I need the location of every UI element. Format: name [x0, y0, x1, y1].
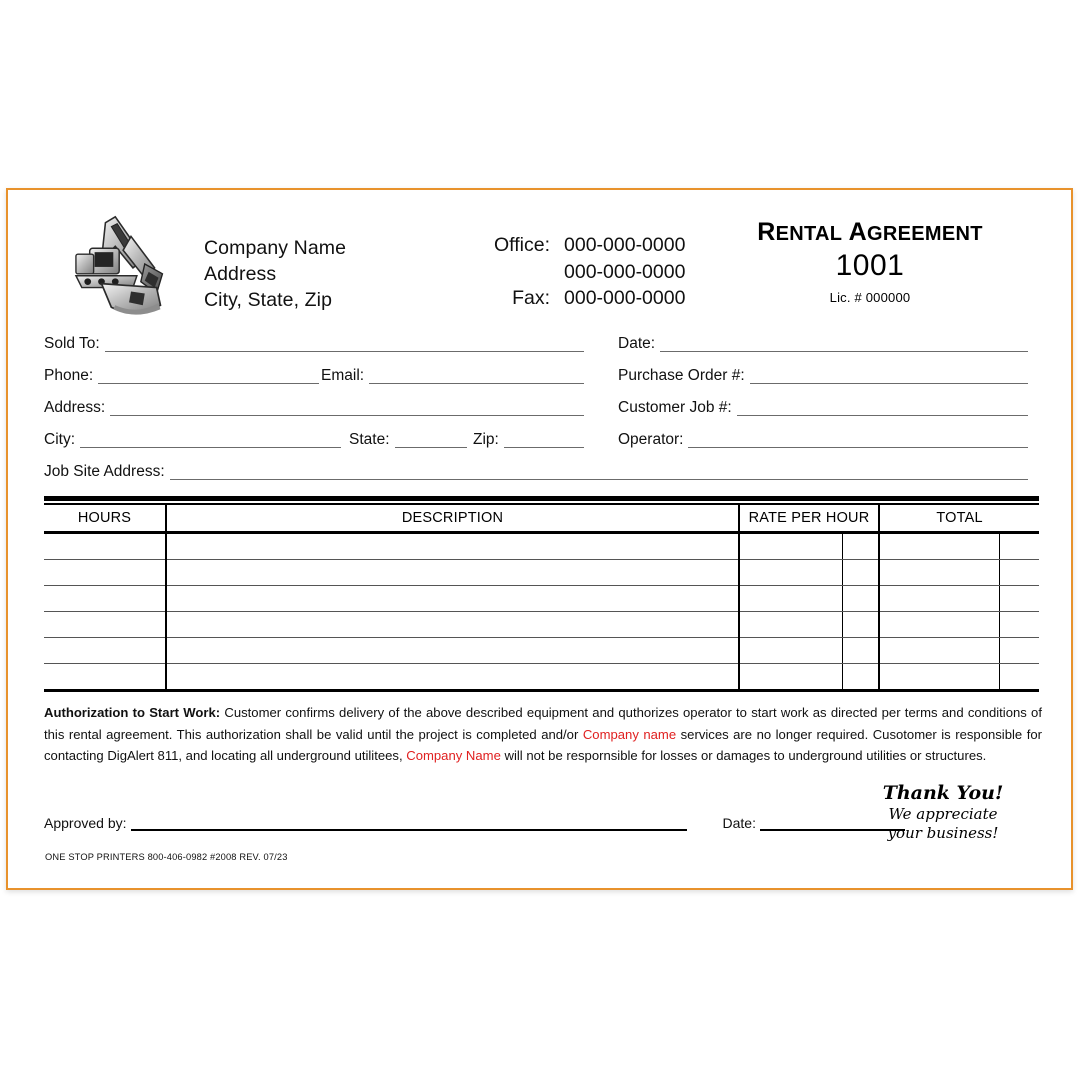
cell-rate-cents[interactable]: [842, 560, 879, 586]
cell-total-dollars[interactable]: [879, 664, 999, 691]
cell-hours[interactable]: [44, 533, 166, 560]
cell-description[interactable]: [166, 560, 739, 586]
cell-total-dollars[interactable]: [879, 586, 999, 612]
cell-rate-dollars[interactable]: [739, 612, 842, 638]
cell-total-cents[interactable]: [999, 638, 1039, 664]
authorization-text-2: services are no longer required. Cusotomer is responsible for contacting DigAlert 811, and locating all underground utilitees,: [44, 726, 1042, 763]
authorization-text-3: will not be respornsible for losses or damages to underground utilities or structures.: [500, 748, 987, 763]
field-purchase-order[interactable]: [618, 368, 1028, 384]
printer-imprint: ONE STOP PRINTERS 800-406-0982 #2008 REV. 07/23: [45, 852, 288, 862]
document-title-block: [705, 218, 1035, 305]
items-table: [44, 505, 1039, 692]
field-job-site-address[interactable]: [44, 464, 1028, 480]
license-number: Lic. # 000000: [829, 290, 911, 305]
company-name: Company Name: [204, 237, 347, 259]
cell-rate-dollars[interactable]: [739, 664, 842, 691]
company-info: [204, 235, 346, 313]
sold-to-input[interactable]: [105, 338, 584, 352]
cell-description[interactable]: [166, 586, 739, 612]
title-word-2-rest: GREEMENT: [866, 223, 983, 245]
thank-you-line-3: your business!: [887, 824, 999, 842]
rental-agreement-form: [6, 188, 1073, 890]
job-site-address-label: Job Site Address:: [44, 463, 165, 480]
cell-total-cents[interactable]: [999, 664, 1039, 691]
zip-input[interactable]: [504, 434, 584, 448]
email-input[interactable]: [369, 370, 584, 384]
approval-row: [44, 816, 1044, 831]
cell-hours[interactable]: [44, 586, 166, 612]
approval-date-label: Date:: [722, 815, 756, 831]
cell-total-cents[interactable]: [999, 560, 1039, 586]
field-phone[interactable]: [44, 368, 319, 384]
company-city-state-zip: City, State, Zip: [204, 289, 333, 311]
cell-hours[interactable]: [44, 664, 166, 691]
table-row[interactable]: [44, 533, 1039, 560]
second-phone-value: 000-000-0000: [564, 260, 686, 283]
title-word-1-initial: R: [757, 218, 776, 246]
address-label: Address:: [44, 399, 106, 416]
cell-total-cents[interactable]: [999, 533, 1039, 560]
company-mention-1: Company name: [582, 726, 677, 742]
cell-total-dollars[interactable]: [879, 612, 999, 638]
cell-hours[interactable]: [44, 612, 166, 638]
purchase-order-label: Purchase Order #:: [618, 367, 745, 384]
date-input[interactable]: [660, 338, 1028, 352]
field-operator[interactable]: [618, 432, 1028, 448]
column-header-description: DESCRIPTION: [166, 505, 739, 533]
office-phone-value: 000-000-0000: [564, 234, 686, 256]
cell-rate-cents[interactable]: [842, 638, 879, 664]
excavator-logo-icon: [72, 203, 190, 321]
cell-hours[interactable]: [44, 638, 166, 664]
cell-description[interactable]: [166, 638, 739, 664]
operator-label: Operator:: [618, 431, 684, 448]
cell-description[interactable]: [166, 533, 739, 560]
thank-you-line-2: We appreciate: [888, 805, 998, 823]
purchase-order-input[interactable]: [750, 370, 1028, 384]
company-mention-2: Company Name: [406, 748, 501, 763]
table-body: [44, 533, 1039, 691]
field-date[interactable]: [618, 336, 1028, 352]
date-label: Date:: [618, 335, 656, 352]
table-row[interactable]: [44, 612, 1039, 638]
phone-label: Phone:: [44, 367, 94, 384]
state-input[interactable]: [395, 434, 468, 448]
cell-hours[interactable]: [44, 560, 166, 586]
cell-rate-dollars[interactable]: [739, 560, 842, 586]
address-input[interactable]: [110, 402, 584, 416]
approval-date-input[interactable]: [760, 816, 905, 831]
customer-job-input[interactable]: [737, 402, 1028, 416]
cell-total-dollars[interactable]: [879, 560, 999, 586]
page-title: [705, 218, 1035, 247]
city-input[interactable]: [80, 434, 341, 448]
phone-input[interactable]: [98, 370, 319, 384]
cell-rate-dollars[interactable]: [739, 586, 842, 612]
cell-rate-cents[interactable]: [842, 612, 879, 638]
cell-total-dollars[interactable]: [879, 533, 999, 560]
state-label: State:: [349, 431, 390, 448]
table-row[interactable]: [44, 560, 1039, 586]
field-sold-to[interactable]: [44, 336, 584, 352]
cell-rate-cents[interactable]: [842, 533, 879, 560]
cell-rate-dollars[interactable]: [739, 638, 842, 664]
second-phone-label: [468, 259, 564, 286]
office-label: Office:: [494, 234, 550, 256]
table-row[interactable]: [44, 586, 1039, 612]
title-word-2-initial: A: [848, 218, 867, 246]
cell-rate-cents[interactable]: [842, 586, 879, 612]
cell-total-dollars[interactable]: [879, 638, 999, 664]
field-email[interactable]: [321, 368, 584, 384]
thank-you-line-1: Thank You!: [882, 782, 1004, 804]
table-row[interactable]: [44, 638, 1039, 664]
table-row[interactable]: [44, 664, 1039, 691]
column-header-total: TOTAL: [879, 505, 1039, 533]
form-header: [8, 190, 1071, 330]
customer-job-label: Customer Job #:: [618, 399, 732, 416]
approved-by-input[interactable]: [131, 816, 687, 831]
authorization-paragraph: [44, 702, 1042, 767]
cell-rate-dollars[interactable]: [739, 533, 842, 560]
cell-total-cents[interactable]: [999, 586, 1039, 612]
approved-by-label: Approved by:: [44, 815, 127, 831]
company-address: Address: [204, 263, 277, 285]
city-label: City:: [44, 431, 75, 448]
document-number: 1001: [835, 249, 905, 282]
field-address[interactable]: [44, 400, 584, 416]
column-header-hours: HOURS: [44, 505, 166, 533]
cell-rate-cents[interactable]: [842, 664, 879, 691]
field-zip[interactable]: [473, 432, 584, 448]
cell-description[interactable]: [166, 664, 739, 691]
line-items-table: [44, 496, 1039, 692]
cell-description[interactable]: [166, 612, 739, 638]
job-site-address-input[interactable]: [170, 466, 1028, 480]
column-header-rate-per-hour: RATE PER HOUR: [739, 505, 879, 533]
cell-total-cents[interactable]: [999, 612, 1039, 638]
table-header-row: [44, 505, 1039, 533]
customer-fields: [8, 330, 1071, 492]
authorization-text-1: Customer confirms delivery of the above described equipment and quthorizes operator to start work as directed per terms and conditions of this rental agreement. This authorization shall be valid until the project is completed and/or: [44, 705, 1042, 742]
zip-label: Zip:: [473, 431, 499, 448]
operator-input[interactable]: [688, 434, 1028, 448]
sold-to-label: Sold To:: [44, 335, 100, 352]
thank-you-block: [853, 782, 1033, 843]
title-word-1-rest: ENTAL: [775, 223, 843, 245]
field-city[interactable]: [44, 432, 341, 448]
field-customer-job[interactable]: [618, 400, 1028, 416]
authorization-heading: Authorization to Start Work:: [44, 705, 221, 720]
field-state[interactable]: [349, 432, 467, 448]
fax-value: 000-000-0000: [564, 287, 686, 309]
fax-label: Fax:: [512, 287, 550, 309]
email-label: Email:: [321, 367, 365, 384]
